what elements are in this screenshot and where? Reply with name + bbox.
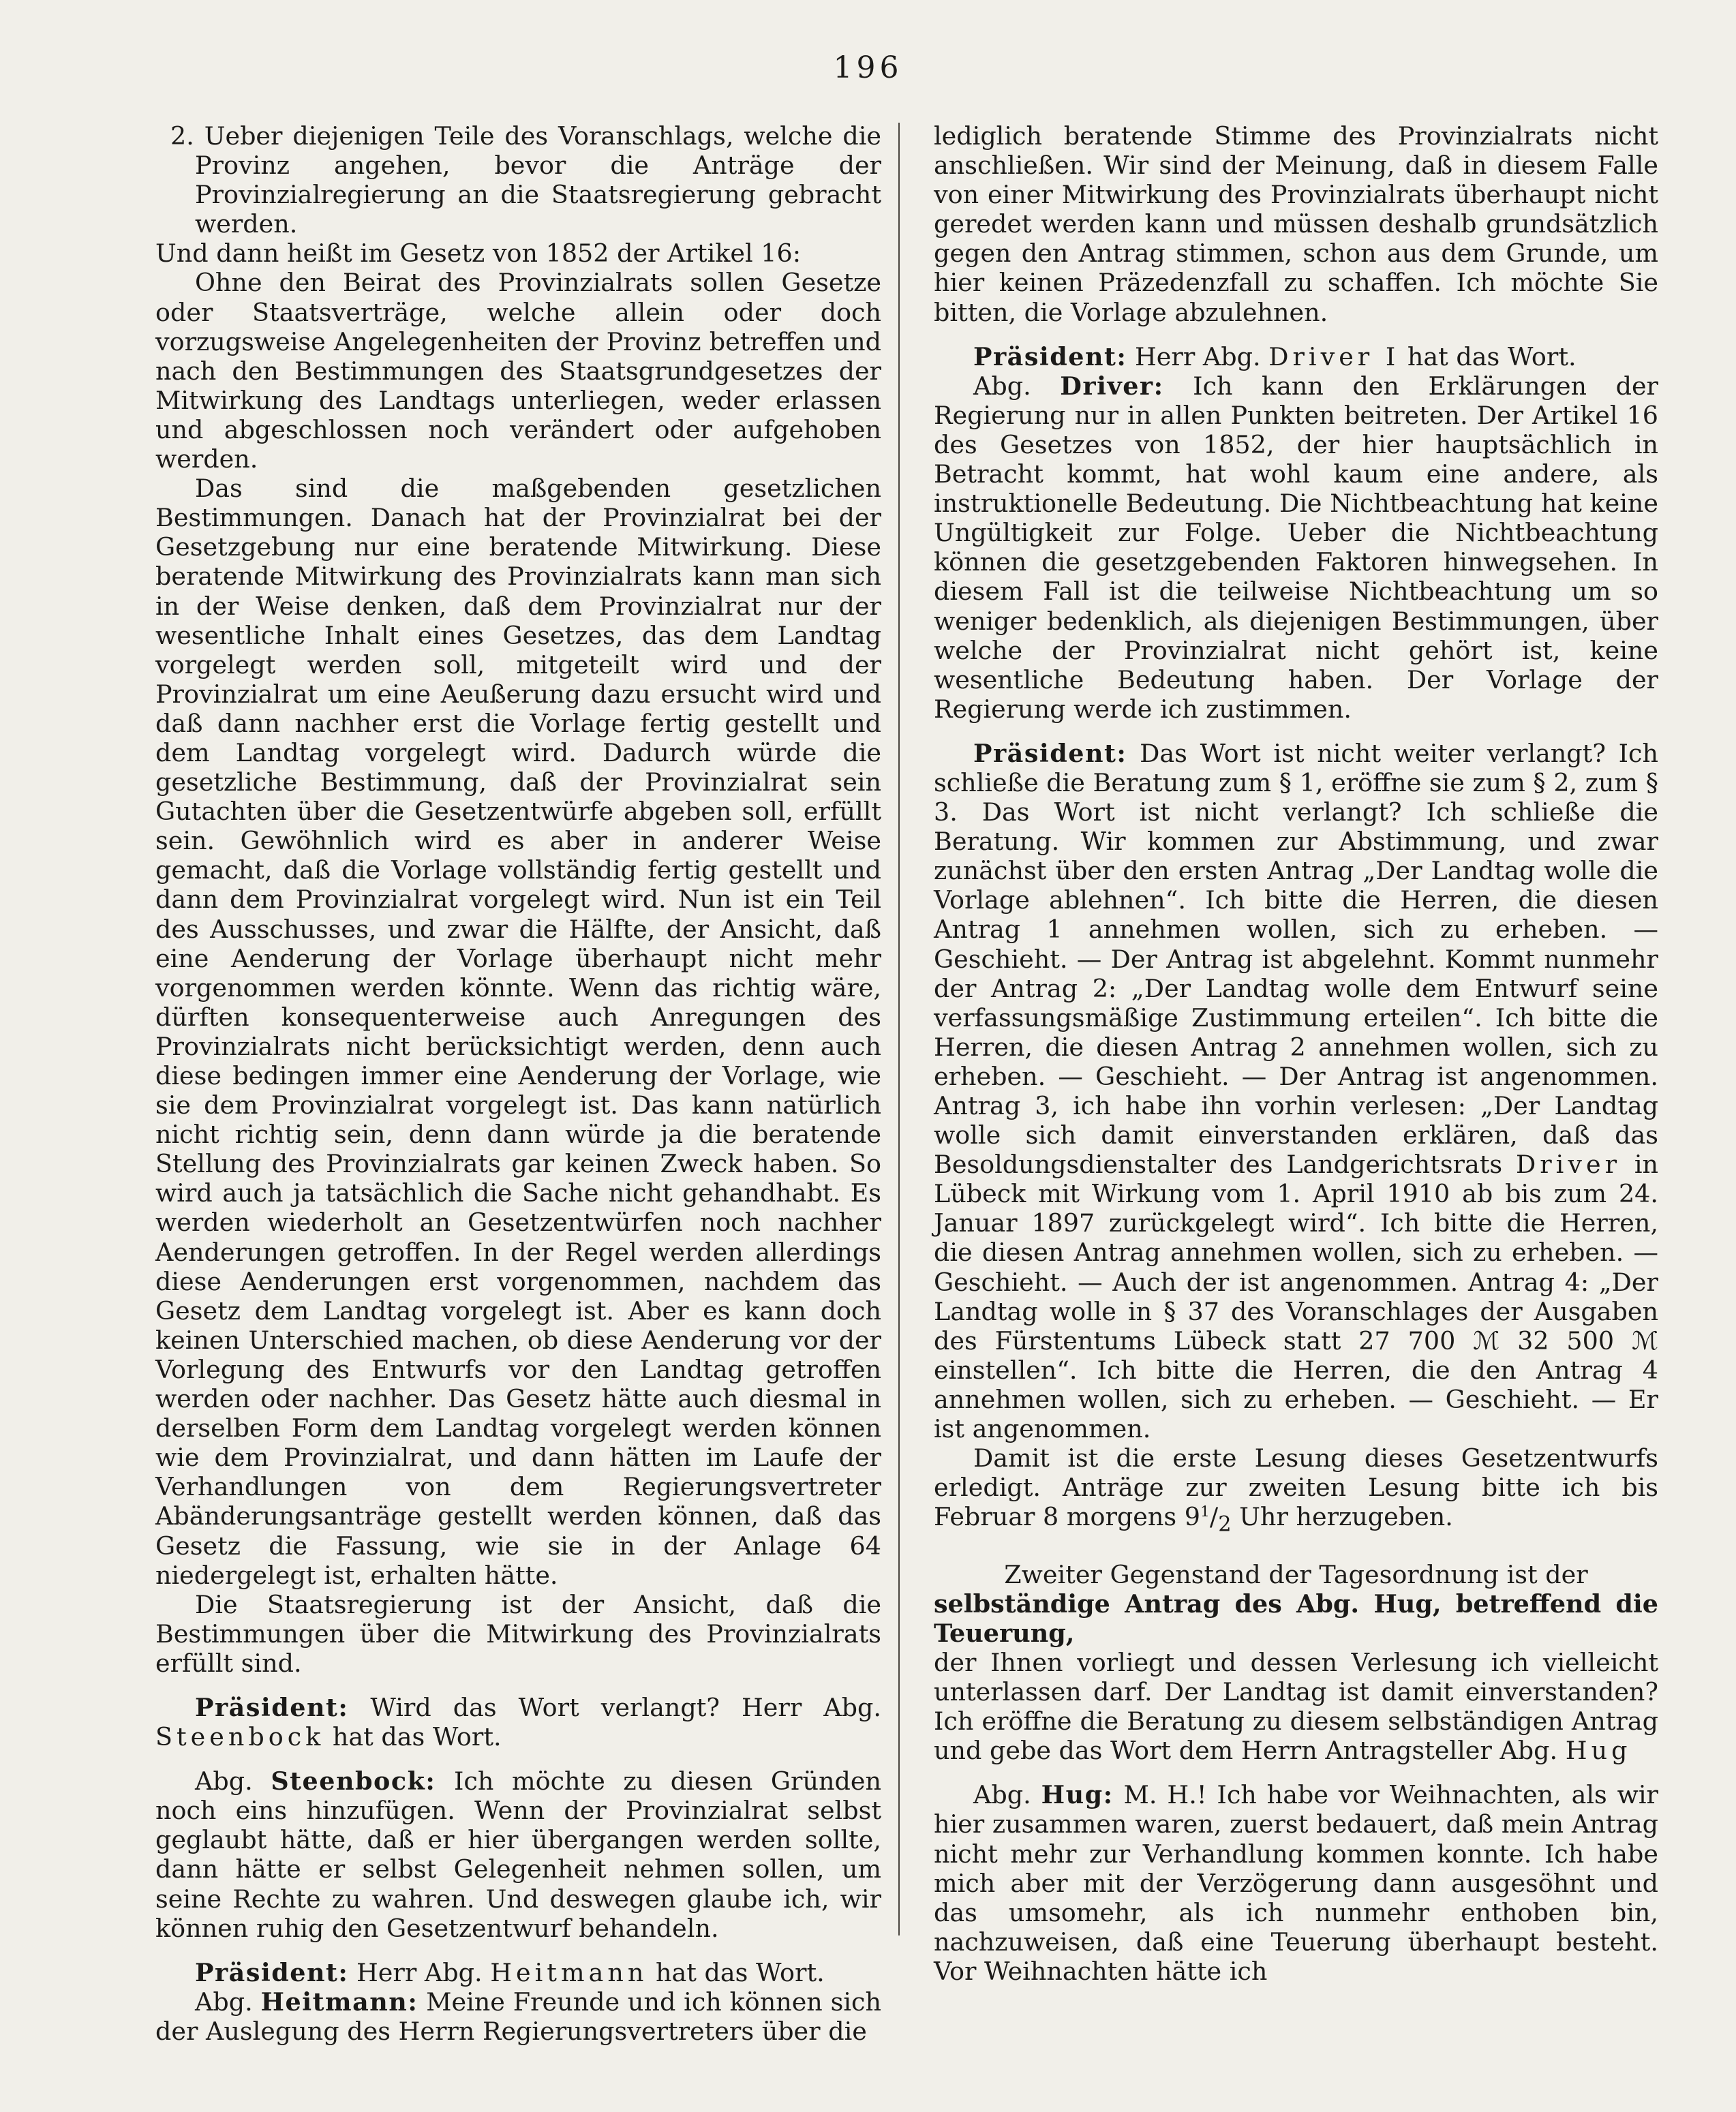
speech-hug bbox=[934, 1780, 1658, 1986]
speech-driver bbox=[934, 371, 1658, 724]
speech-president-4 bbox=[934, 739, 1658, 1443]
speaker-label: Heitmann: bbox=[260, 1987, 418, 2017]
speaker-label: Präsident: bbox=[973, 738, 1127, 768]
speech-heitmann bbox=[155, 1987, 881, 2046]
paragraph-continuation: lediglich beratende Stimme des Provinzialrats nicht anschließen. Wir sind der Meinung, daß in diesem Falle von einer Mitwirkung des Provinzialrats überhaupt nicht geredet werden kann und müssen deshalb grundsätzlich gegen den Antrag stimmen, schon aus dem Grunde, um hier keinen Präzedenzfall zu schaffen. Ich möchte Sie bitten, die Vorlage abzulehnen. bbox=[934, 121, 1658, 327]
speaker-prefix: Abg. bbox=[195, 1766, 253, 1796]
speech-text: hat das Wort. bbox=[655, 1957, 825, 1987]
fraction-slash: / bbox=[1209, 1502, 1219, 1532]
fraction-denominator: 2 bbox=[1218, 1512, 1232, 1537]
speaker-label: Steenbock: bbox=[271, 1766, 436, 1796]
paragraph-text: der Ihnen vorliegt und dessen Verlesung ich vielleicht unterlassen darf. Der Landtag ist damit einverstanden? Ich eröffne die Beratung zu diesem selbständigen Antrag und gebe das Wort dem Herrn Antragsteller Abg. bbox=[934, 1647, 1658, 1766]
speech-text: Herr Abg. bbox=[356, 1957, 483, 1987]
left-column bbox=[155, 121, 881, 2046]
speech-president-2 bbox=[155, 1958, 881, 1987]
paragraph-text: Uhr herzugeben. bbox=[1239, 1502, 1453, 1532]
speech-text: Ich möchte zu diesen Gründen noch eins hinzufügen. Wenn der Provinzialrat selbst geglaubt hätte, daß er hier übergangen werden sollte, dann hätte er selbst Gelegenheit nehmen sollen, um seine Rechte zu wahren. Und deswegen glaube ich, wir können ruhig den Gesetzentwurf behandeln. bbox=[155, 1766, 881, 1943]
speaker-name: Heitmann bbox=[490, 1957, 648, 1987]
speech-text: Ich kann den Erklärungen der Regierung nur in allen Punkten beitreten. Der Artikel 16 des Gesetzes von 1852, der hier hauptsächlich in Betracht kommt, hat wohl kaum eine andere, als instruktionelle Bedeutung. Die Nichtbeachtung hat keine Ungültigkeit zur Folge. Ueber die Nichtbeachtung können die gesetzgebenden Faktoren hinwegsehen. In diesem Fall ist die teilweise Nichtbeachtung um so weniger bedenklich, als diejenigen Bestimmungen, über welche der Provinzialrat nicht gehört ist, keine wesentliche Bedeutung haben. Der Vorlage der Regierung werde ich zustimmen. bbox=[934, 371, 1658, 724]
agenda-item-heading: Zweiter Gegenstand der Tagesordnung ist der bbox=[1004, 1559, 1588, 1589]
speech-text: Herr Abg. bbox=[1134, 341, 1261, 371]
speaker-name: Driver I bbox=[1268, 341, 1400, 371]
column-divider bbox=[898, 123, 900, 1935]
person-name: Driver bbox=[1515, 1150, 1621, 1180]
speech-steenbock bbox=[155, 1766, 881, 1943]
paragraph-government-view: Die Staatsregierung ist der Ansicht, daß die Bestimmungen über die Mitwirkung des Provinzialrats erfüllt sind. bbox=[155, 1589, 881, 1678]
speaker-prefix: Abg. bbox=[973, 1780, 1031, 1810]
fraction-numerator: 1 bbox=[1200, 1503, 1210, 1521]
speaker-label: Präsident: bbox=[195, 1692, 349, 1722]
paragraph-first-reading-closed bbox=[934, 1443, 1658, 1540]
right-column bbox=[934, 121, 1658, 1986]
speech-text: M. H.! Ich habe vor Weihnachten, als wir hier zusammen waren, zuerst bedauert, daß mein Antrag nicht mehr zur Verhandlung kommen konnte. Ich habe mich aber mit der Verzögerung dann ausgesöhnt und das umsomehr, als ich nunmehr enthoben bin, nachzuweisen, daß eine Teuerung überhaupt besteht. Vor Weihnachten hätte ich bbox=[934, 1780, 1658, 1986]
speaker-label: Driver: bbox=[1060, 371, 1164, 401]
speech-text: hat das Wort. bbox=[1407, 341, 1577, 371]
page-number: 196 bbox=[833, 50, 903, 85]
speech-president-3 bbox=[934, 342, 1658, 371]
person-name: Hug bbox=[1565, 1736, 1632, 1766]
speaker-prefix: Abg. bbox=[973, 371, 1031, 401]
paragraph-text: Damit ist die erste Lesung dieses Gesetzentwurfs erledigt. Anträge zur zweiten Lesung bitte ich bis Februar 8 morgens 9 bbox=[934, 1443, 1658, 1532]
speech-text: hat das Wort. bbox=[332, 1722, 502, 1752]
paragraph-intro-article-16: Und dann heißt im Gesetz von 1852 der Artikel 16: bbox=[155, 239, 801, 269]
speaker-prefix: Abg. bbox=[195, 1987, 253, 2017]
paragraph-legal-provisions: Das sind die maßgebenden gesetzlichen Bestimmungen. Danach hat der Provinzialrat bei der Gesetzgebung nur eine beratende Mitwirkung. Diese beratende Mitwirkung des Provinzialrats kann man sich in der Weise denken, daß dem Provinzialrat nur der wesentliche Inhalt eines Gesetzes, das dem Landtag vorgelegt werden soll, mitgeteilt wird und der Provinzialrat um eine Aeußerung dazu ersucht wird und daß dann nachher erst die Vorlage fertig gestellt und dem Landtag vorgelegt wird. Dadurch würde die gesetzliche Bestimmung, daß der Provinzialrat sein Gutachten über die Gesetzentwürfe abgeben soll, erfüllt sein. Gewöhnlich wird es aber in anderer Weise gemacht, daß die Vorlage vollständig fertig gestellt und dann dem Provinzialrat vorgelegt wird. Nun ist ein Teil des Ausschusses, und zwar die Hälfte, der Ansicht, daß eine Aenderung der Vorlage überhaupt nicht mehr vorgenommen werden könnte. Wenn das richtig wäre, dürften konsequenterweise auch Anregungen des Provinzialrats nicht berücksichtigt werden, denn auch diese bedingen immer eine Aenderung der Vorlage, wie sie dem Provinzialrat vorgelegt ist. Das kann natürlich nicht richtig sein, denn dann würde ja die beratende Stellung des Provinzialrats gar keinen Zweck haben. So wird auch ja tatsächlich die Sache nicht gehandhabt. Es werden wiederholt an Gesetzentwürfen noch nachher Aenderungen getroffen. In der Regel werden allerdings diese Aenderungen erst vorgenommen, nachdem das Gesetz dem Landtag vorgelegt ist. Aber es kann doch keinen Unterschied machen, ob diese Aenderung vor der Vorlegung des Entwurfs vor den Landtag getroffen werden oder nachher. Das Gesetz hätte auch diesmal in derselben Form dem Landtag vorgelegt werden können wie dem Provinzialrat, und dann hätten im Laufe der Verhandlungen von dem Regierungsvertreter Abänderungsanträge gestellt werden können, daß das Gesetz die Fassung, wie sie in der Anlage 64 niedergelegt ist, erhalten hätte. bbox=[155, 474, 881, 1590]
speaker-label: Hug: bbox=[1041, 1780, 1114, 1810]
speaker-label: Präsident: bbox=[973, 341, 1127, 371]
speech-text: Das Wort ist nicht weiter verlangt? Ich schließe die Beratung zum § 1, eröffne sie zum § 2, zum § 3. Das Wort ist nicht verlangt? Ich schließe die Beratung. Wir kommen zur Abstimmung, und zwar zunächst über den ersten Antrag „Der Landtag wolle die Vorlage ablehnen“. Ich bitte die Herren, die diesen Antrag 1 annehmen wollen, sich zu erheben. — Geschieht. — Der Antrag ist abgelehnt. Kommt nunmehr der Antrag 2: „Der Landtag wolle dem Entwurf seine verfassungsmäßige Zustimmung erteilen“. Ich bitte die Herren, die diesen Antrag 2 annehmen wollen, sich zu erheben. — Geschieht. — Der Antrag ist angenommen. Antrag 3, ich habe ihn vorhin verlesen: „Der Landtag wolle sich damit einverstanden erklären, daß das Besoldungsdienstalter des Landgerichtsrats bbox=[934, 738, 1659, 1180]
speech-president-1 bbox=[155, 1693, 881, 1751]
speaker-name: Steenbock bbox=[155, 1722, 325, 1752]
paragraph-item-2: 2. Ueber diejenigen Teile des Voranschlags, welche die Provinz angehen, bevor die Anträge der Provinzialregierung an die Staatsregierung gebracht werden. bbox=[170, 121, 881, 239]
speech-text: in Lübeck mit Wirkung vom 1. April 1910 ab bis zum 24. Januar 1897 zurückgelegt wird“. Ich bitte die Herren, die diesen Antrag annehmen wollen, sich zu erheben. — Geschieht. — Auch der ist angenommen. Antrag 4: „Der Landtag wolle in § 37 des Voranschlages der Ausgaben des Fürstentums Lübeck statt 27 700 ℳ 32 500 ℳ einstellen“. Ich bitte die Herren, die den Antrag 4 annehmen wollen, sich zu erheben. — Geschieht. — Er ist angenommen. bbox=[934, 1150, 1659, 1444]
paragraph-article-16-quote: Ohne den Beirat des Provinzialrats sollen Gesetze oder Staatsverträge, welche allein oder doch vorzugsweise Angelegenheiten der Provinz betreffen und nach den Bestimmungen des Staatsgrundgesetzes der Mitwirkung des Landtags unterliegen, weder erlassen und abgeschlossen noch verändert oder aufgehoben werden. bbox=[155, 268, 881, 474]
agenda-item-title: selbständige Antrag des Abg. Hug, betreffend die Teuerung, bbox=[934, 1589, 1658, 1648]
speech-text: Wird das Wort verlangt? Herr Abg. bbox=[370, 1692, 881, 1722]
agenda-item-text bbox=[934, 1648, 1658, 1765]
speech-text: Meine Freunde und ich können sich der Auslegung des Herrn Regierungsvertreters über die bbox=[155, 1987, 882, 2046]
speaker-label: Präsident: bbox=[195, 1957, 349, 1987]
